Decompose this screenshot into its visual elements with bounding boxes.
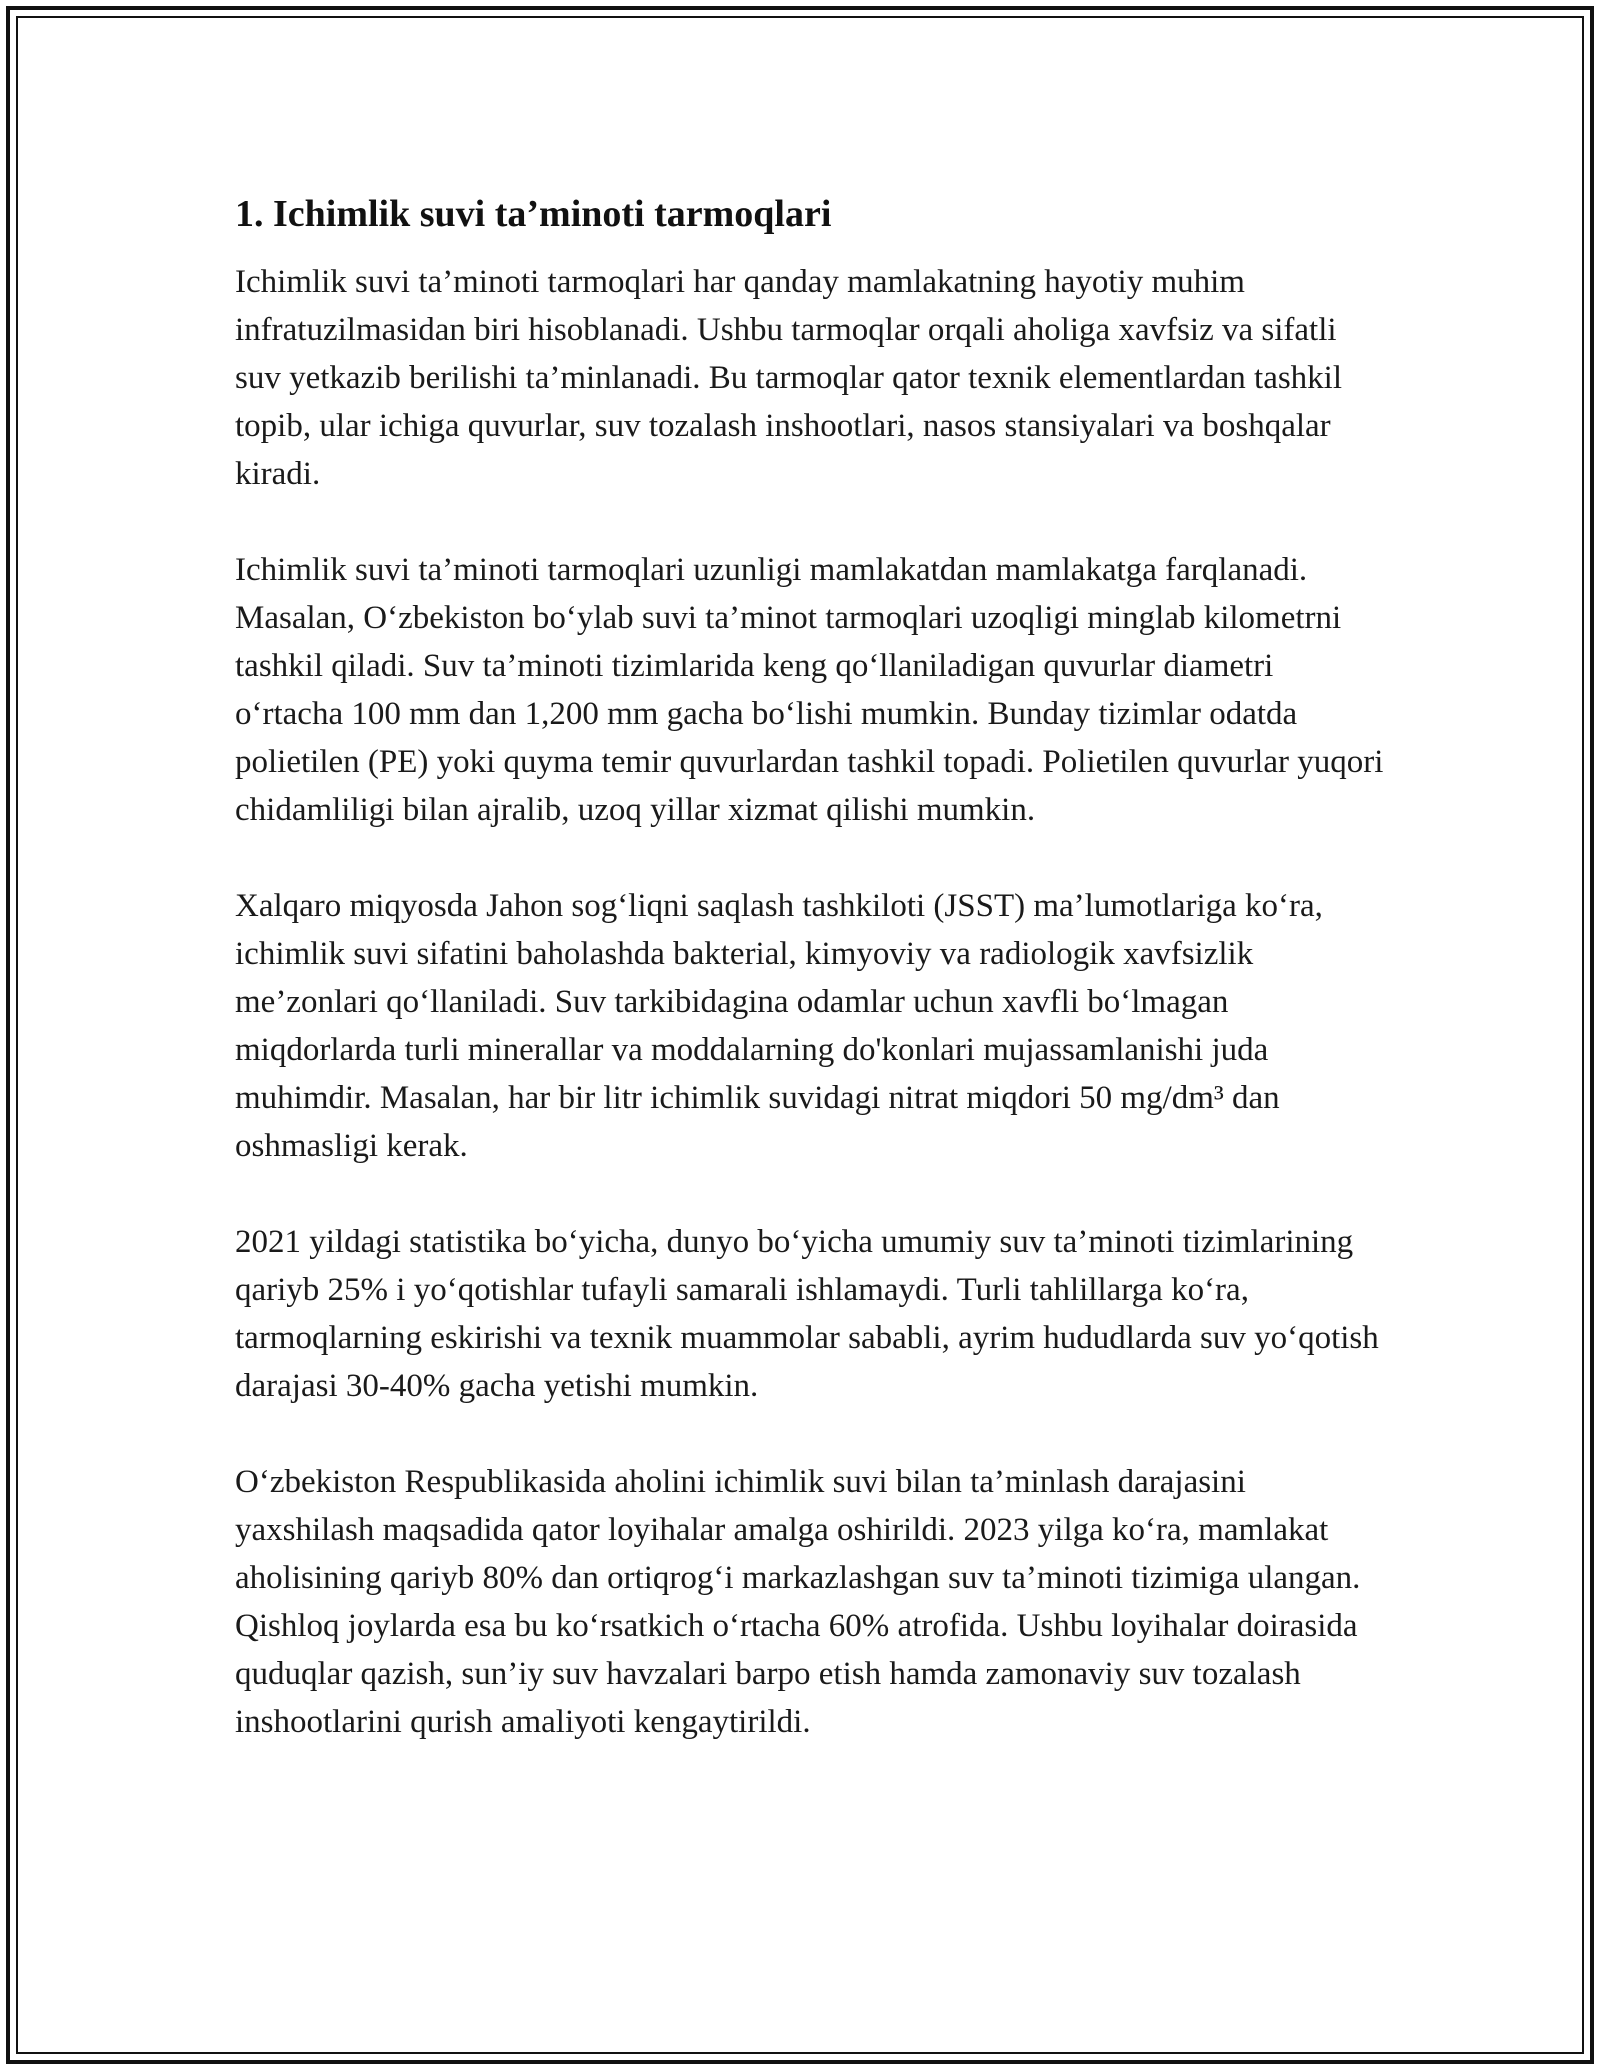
paragraph-statistics: 2021 yildagi statistika bo‘yicha, dunyo bo‘yicha umumiy suv ta’minoti tizimlarining qariyb 25% i yo‘qotishlar tufayli samarali ishlamaydi. Turli tahlillarga ko‘ra, tarmoqlarning eskirishi va texnik muammolar sababli, ayrim hududlarda suv yo‘qotish darajasi 30-40% gacha yetishi mumkin. (235, 1224, 1379, 1404)
document-body (235, 188, 1385, 1794)
paragraph-network-length: Ichimlik suvi ta’minoti tarmoqlari uzunligi mamlakatdan mamlakatga farqlanadi. Masalan, O‘zbekiston bo‘ylab suvi ta’minot tarmoqlari uzoqligi minglab kilometrni tashkil qiladi. Suv ta’minoti tizimlarida keng qo‘llaniladigan quvurlar diametri o‘rtacha 100 mm dan 1,200 mm gacha bo‘lishi mumkin. Bunday tizimlar odatda polietilen (PE) yoki quyma temir quvurlardan tashkil topadi. Polietilen quvurlar yuqori chidamliligi bilan ajralib, uzoq yillar xizmat qilishi mumkin. (235, 552, 1384, 828)
paragraph-intro: Ichimlik suvi ta’minoti tarmoqlari har qanday mamlakatning hayotiy muhim infratuzilmasidan biri hisoblanadi. Ushbu tarmoqlar orqali aholiga xavfsiz va sifatli suv yetkazib berilishi ta’minlanadi. Bu tarmoqlar qator texnik elementlardan tashkil topib, ular ichiga quvurlar, suv tozalash inshootlari, nasos stansiyalari va boshqalar kiradi. (235, 264, 1343, 492)
section-heading: 1. Ichimlik suvi ta’minoti tarmoqlari (235, 193, 832, 235)
paragraph-uzbekistan-projects: O‘zbekiston Respublikasida aholini ichimlik suvi bilan ta’minlash darajasini yaxshilash maqsadida qator loyihalar amalga oshirildi. 2023 yilga ko‘ra, mamlakat aholisining qariyb 80% dan ortiqrog‘i markazlashgan suv ta’minoti tizimiga ulangan. Qishloq joylarda esa bu ko‘rsatkich o‘rtacha 60% atrofida. Ushbu loyihalar doirasida quduqlar qazish, sun’iy suv havzalari barpo etish hamda zamonaviy suv tozalash inshootlarini qurish amaliyoti kengaytirildi. (235, 1464, 1361, 1740)
paragraph-water-quality: Xalqaro miqyosda Jahon sog‘liqni saqlash tashkiloti (JSST) ma’lumotlariga ko‘ra, ichimlik suvi sifatini baholashda bakterial, kimyoviy va radiologik xavfsizlik me’zonlari qo‘llaniladi. Suv tarkibidagina odamlar uchun xavfli bo‘lmagan miqdorlarda turli minerallar va moddalarning do'konlari mujassamlanishi juda muhimdir. Masalan, har bir litr ichimlik suvidagi nitrat miqdori 50 mg/dm³ dan oshmasligi kerak. (235, 888, 1323, 1164)
